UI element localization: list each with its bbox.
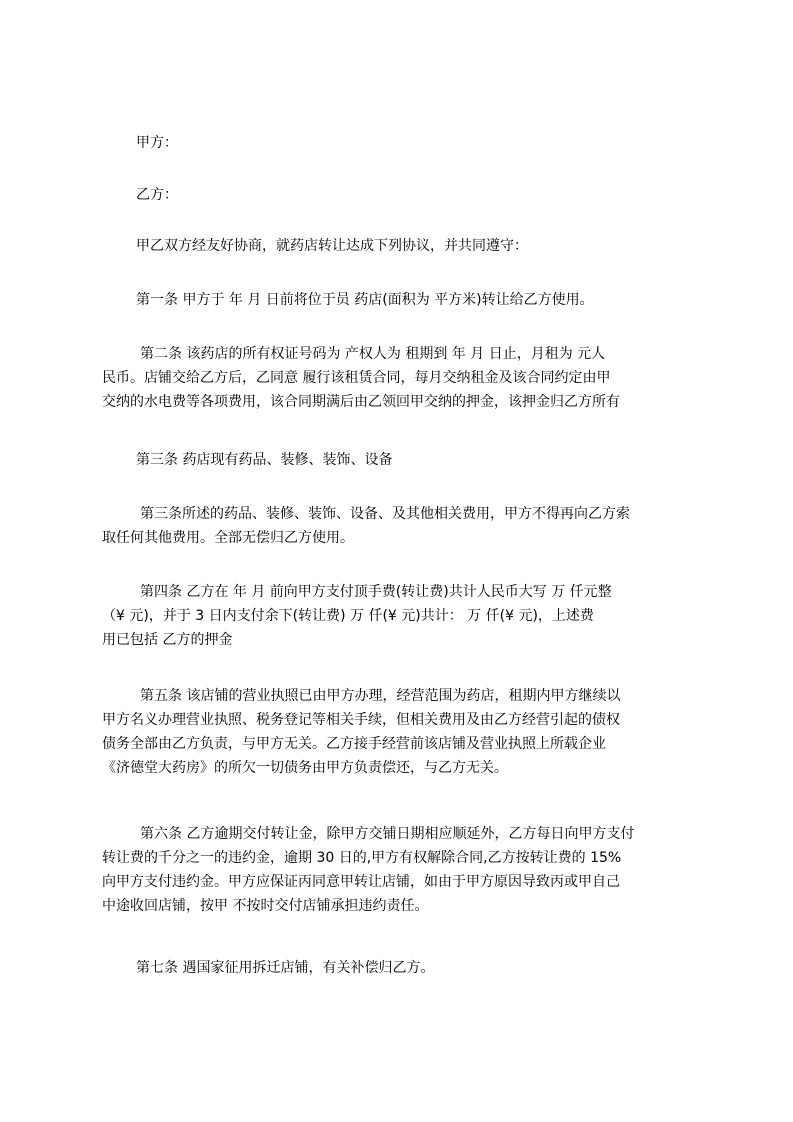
article-5-line-2: 甲方名义办理营业执照、税务登记等相关手续，但相关费用及由乙方经营引起的债权 (102, 712, 620, 728)
article-6-line-4: 中途收回店铺，按甲 不按时交付店铺承担违约责任。 (102, 898, 429, 914)
article-1-paragraph (102, 288, 698, 312)
article-3b-line-2: 取任何其他费用。全部无偿归乙方使用。 (102, 530, 354, 546)
article-5-line-1: 第五条 该店铺的营业执照已由甲方办理，经营范围为药店，租期内甲方继续以 (140, 688, 621, 704)
article-7-line-1: 第七条 遇国家征用拆迁店铺，有关补偿归乙方。 (136, 960, 435, 976)
article-3b-paragraph (102, 502, 698, 550)
article-2-line-2: 民币。店铺交给乙方后，乙同意 履行该租赁合同，每月交纳租金及该合同约定由甲 (102, 370, 611, 386)
article-6-line-1: 第六条 乙方逾期交付转让金，除甲方交铺日期相应顺延外，乙方每日向甲方支付 (140, 826, 635, 842)
article-2-paragraph (102, 342, 698, 414)
article-3b-line-1: 第三条所述的药品、装修、装饰、设备、及其他相关费用，甲方不得再向乙方索 (140, 506, 630, 522)
article-3-paragraph (102, 448, 698, 472)
article-5-paragraph (102, 684, 698, 780)
party-a-line (102, 131, 698, 155)
preamble-paragraph (102, 234, 698, 258)
preamble-text: 甲乙双方经友好协商，就药店转让达成下列协议，并共同遵守： (136, 238, 528, 254)
article-5-line-4: 《济德堂大药房》的所欠一切债务由甲方负责偿还，与乙方无关。 (102, 760, 508, 776)
article-6-line-2: 转让费的千分之一的违约金，逾期 30 日的,甲方有权解除合同,乙方按转让费的 15% (102, 850, 622, 866)
article-6-line-3: 向甲方支付违约金。甲方应保证丙同意甲转让店铺，如由于甲方原因导致丙或甲自己 (102, 874, 620, 890)
article-4-line-1: 第四条 乙方在 年 月 前向甲方支付顶手费(转让费)共计人民币大写 万 仟元整 (140, 584, 612, 600)
article-4-line-3: 用已包括 乙方的押金 (102, 632, 233, 648)
article-1-line-1: 第一条 甲方于 年 月 日前将位于员 药店(面积为 平方米)转让给乙方使用。 (136, 292, 594, 308)
article-6-paragraph (102, 822, 698, 918)
article-7-paragraph (102, 956, 698, 980)
article-2-line-3: 交纳的水电费等各项费用，该合同期满后由乙领回甲交纳的押金，该押金归乙方所有 (102, 394, 620, 410)
party-b-line (102, 183, 698, 207)
party-b-text: 乙方： (136, 187, 178, 203)
article-5-line-3: 债务全部由乙方负责，与甲方无关。乙方接手经营前该店铺及营业执照上所载企业 (102, 736, 606, 752)
article-4-line-2: （¥ 元)，并于 3 日内支付余下(转让费) 万 仟(¥ 元)共计： 万 仟(¥ 元)，上述费 (102, 608, 594, 624)
article-2-line-1: 第二条 该药店的所有权证号码为 产权人为 租期到 年 月 日止，月租为 元人 (140, 346, 606, 362)
article-3-line-1: 第三条 药店现有药品、装修、装饰、设备 (136, 452, 393, 468)
party-a-text: 甲方： (136, 135, 178, 151)
article-4-paragraph (102, 580, 698, 652)
